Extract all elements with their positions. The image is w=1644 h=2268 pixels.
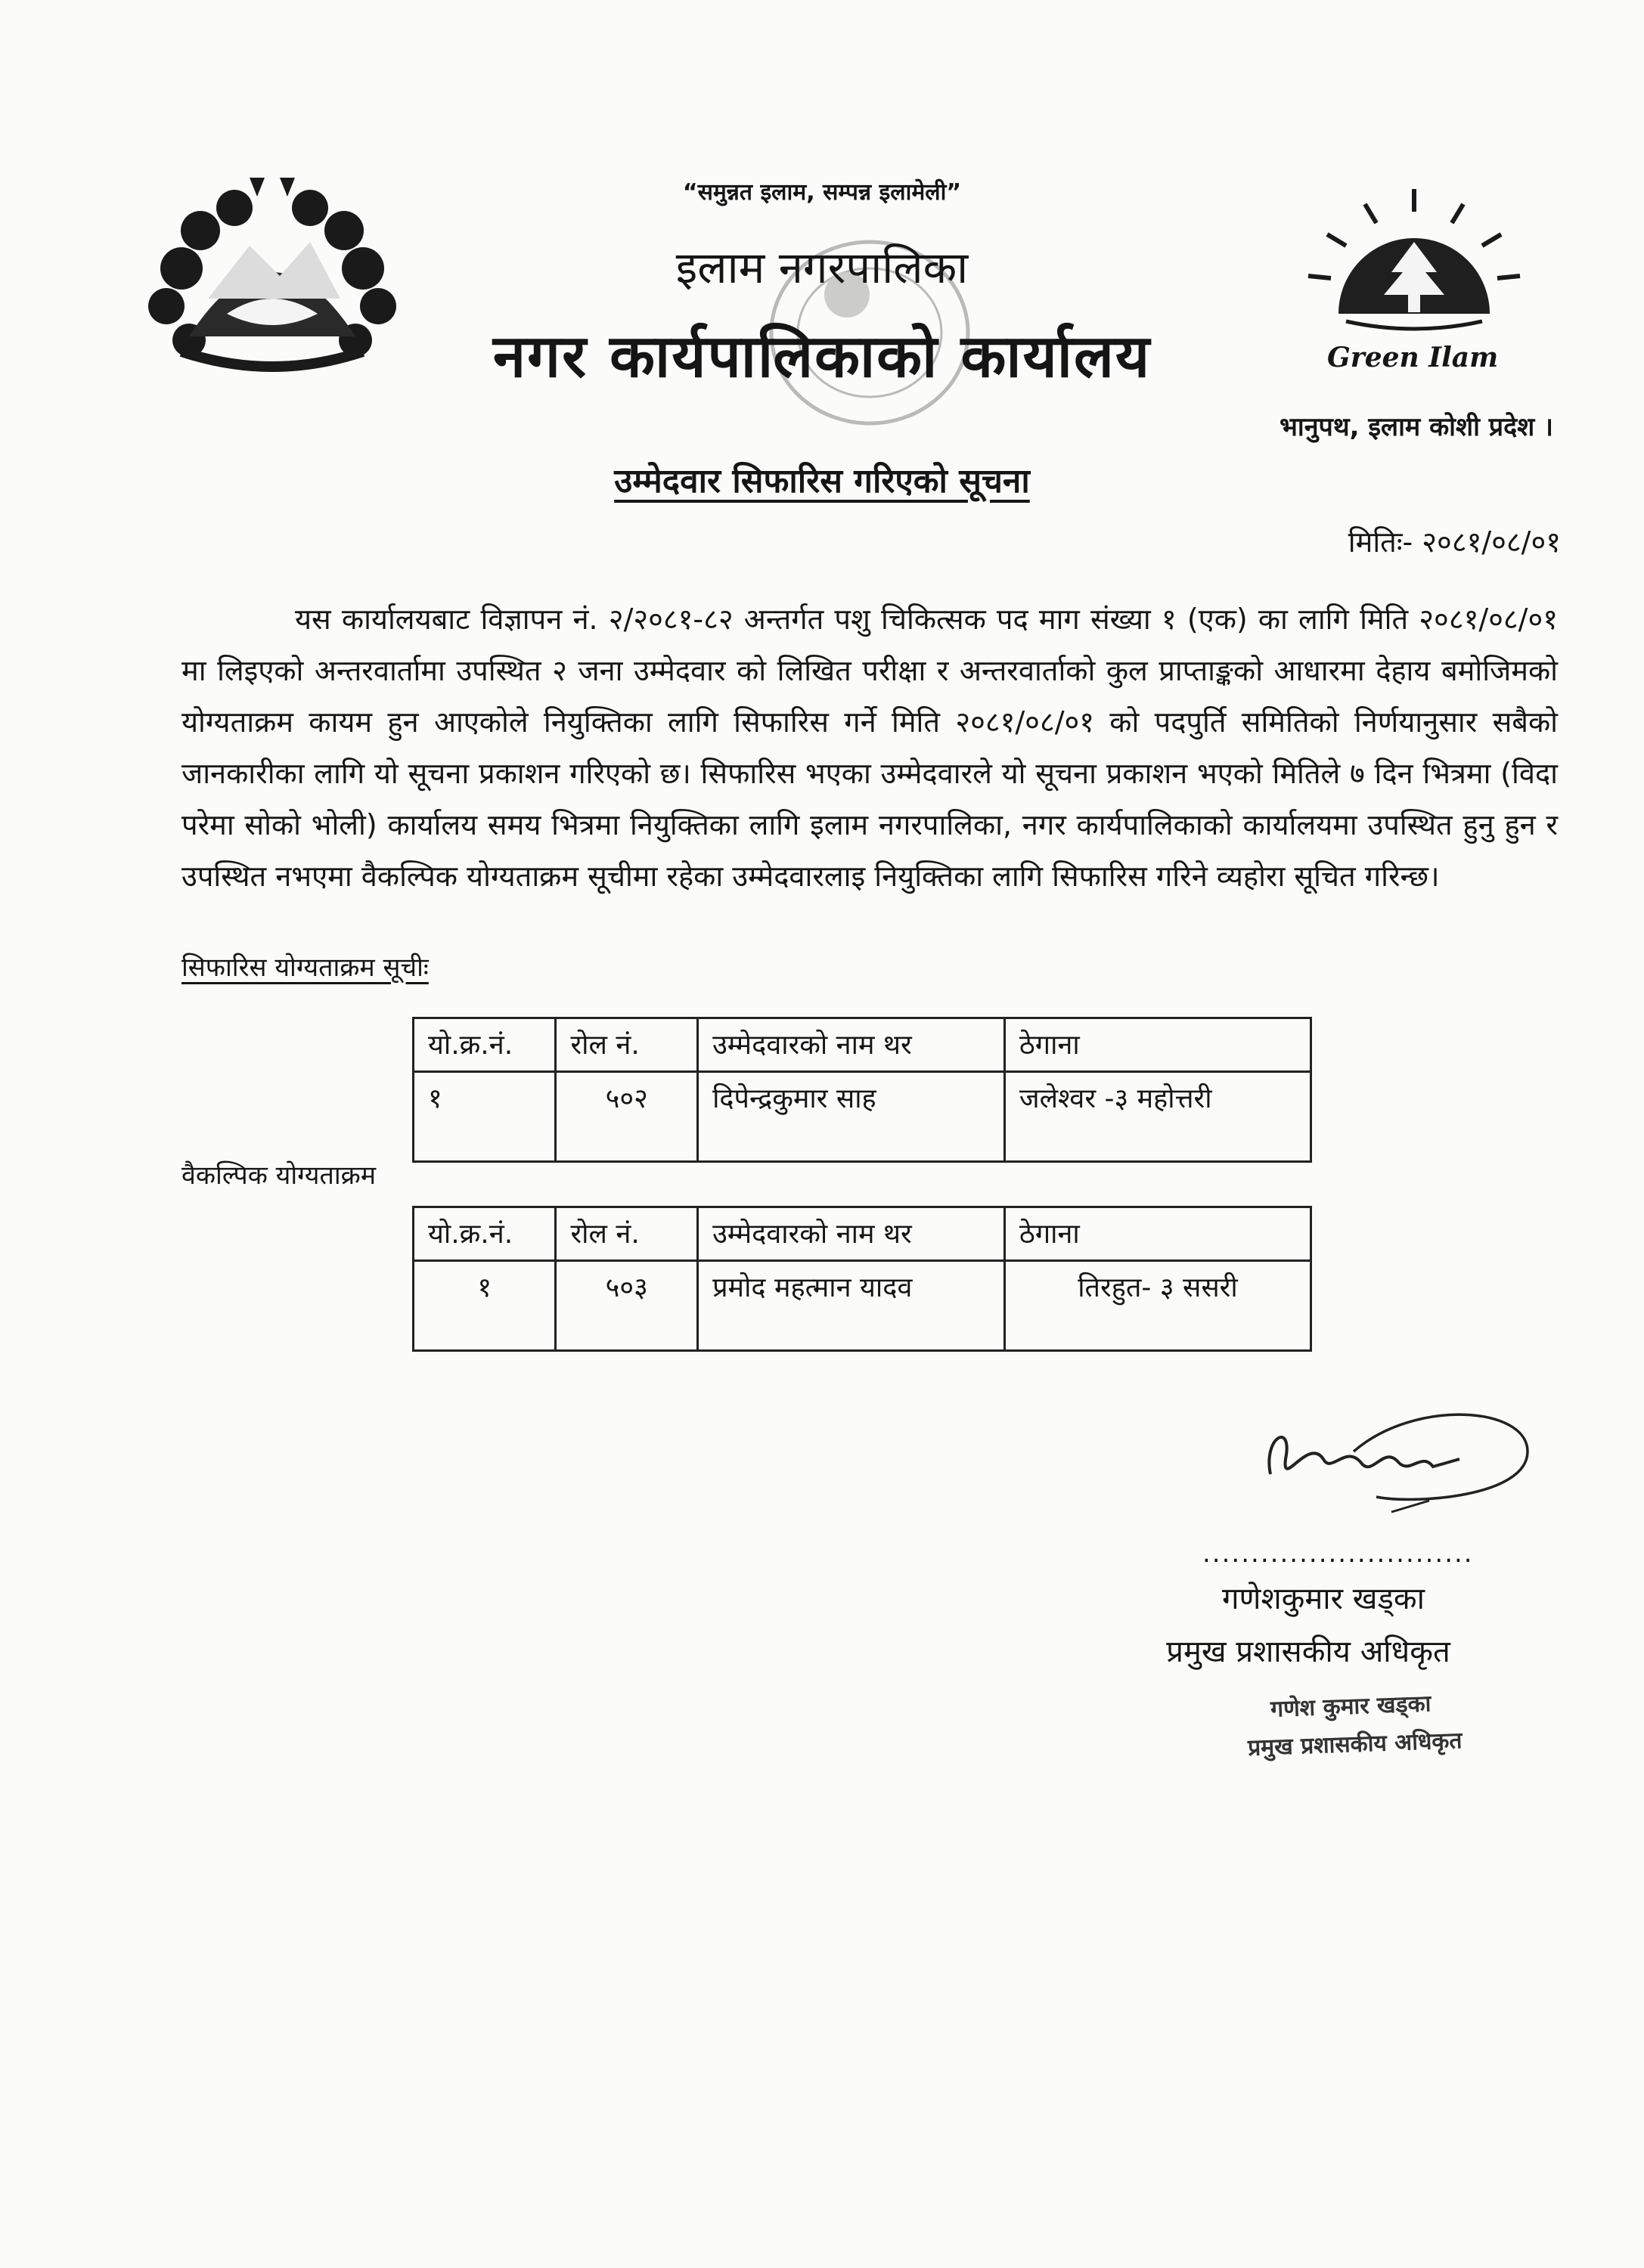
header-roll: रोल नं.: [556, 1018, 698, 1072]
handwritten-signature-icon: [1240, 1391, 1543, 1542]
signatory-title: प्रमुख प्रशासकीय अधिकृत: [1166, 1634, 1450, 1669]
cell-name: दिपेन्द्रकुमार साह: [698, 1072, 1005, 1162]
table-header-row: [414, 1207, 1311, 1261]
alternate-table: [412, 1206, 1312, 1352]
motto: “समुन्नत इलाम, सम्पन्न इलामेली”: [682, 179, 962, 206]
notice-date: मितिः- २०८१/०८/०१: [1348, 525, 1561, 559]
header-address: ठेगाना: [1004, 1018, 1311, 1072]
brand-label: Green Ilam: [1327, 342, 1499, 373]
cell-roll: ५०२: [556, 1072, 698, 1162]
table-row: [414, 1261, 1311, 1351]
cell-serial: १: [414, 1261, 556, 1351]
recommended-list-label: सिफारिस योग्यताक्रम सूचीः: [181, 953, 429, 983]
signatory-name: गणेशकुमार खड्का: [1222, 1582, 1425, 1616]
header-roll: रोल नं.: [556, 1207, 698, 1261]
cell-serial: १: [414, 1072, 556, 1162]
notice-title: उम्मेदवार सिफारिस गरिएको सूचना: [614, 462, 1030, 500]
header-name: उम्मेदवारको नाम थर: [698, 1207, 1005, 1261]
table-row: [414, 1072, 1311, 1162]
cell-address: जलेश्वर -३ महोत्तरी: [1004, 1072, 1311, 1162]
table-header-row: [414, 1018, 1311, 1072]
signature-line: ............................: [1202, 1538, 1474, 1569]
office-address: भानुपथ, इलाम कोशी प्रदेश ।: [1279, 412, 1553, 442]
recommended-table: [412, 1017, 1312, 1163]
cell-roll: ५०३: [556, 1261, 698, 1351]
header-address: ठेगाना: [1004, 1207, 1311, 1261]
cell-name: प्रमोद महत्मान यादव: [698, 1261, 1005, 1351]
alternate-list-label: वैकल्पिक योग्यताक्रम: [181, 1160, 377, 1191]
header-name: उम्मेदवारको नाम थर: [698, 1018, 1005, 1072]
cell-address: तिरहुत- ३ ससरी: [1004, 1261, 1311, 1351]
office-name: नगर कार्यपालिकाको कार्यालय: [492, 323, 1152, 391]
header-serial: यो.क्र.नं.: [414, 1018, 556, 1072]
org-name: इलाम नगरपालिका: [675, 242, 969, 293]
header-serial: यो.क्र.नं.: [414, 1207, 556, 1261]
stamp-title: प्रमुख प्रशासकीय अधिकृत: [1247, 1727, 1463, 1761]
stamp-name: गणेश कुमार खड्का: [1270, 1690, 1432, 1723]
notice-body: यस कार्यालयबाट विज्ञापन नं. २/२०८१-८२ अन्तर्गत पशु चिकित्सक पद माग संख्या १ (एक) का लागि मिति २०८१/०८/०१ मा लिइएको अन्तरवार्तामा उपस्थित २ जना उम्मेदवार को लिखित परीक्षा र अन्तरवार्ताको कुल प्राप्ताङ्कको आधारमा देहाय बमोजिमको योग्यताक्रम कायम हुन आएकोले नियुक्तिका लागि सिफारिस गर्ने मिति २०८१/०८/०१ को पदपुर्ति समितिको निर्णयानुसार सबैको जानकारीका लागि यो सूचना प्रकाशन गरिएको छ। सिफारिस भएका उम्मेदवारले यो सूचना प्रकाशन भएको मितिले ७ दिन भित्रमा (विदा परेमा सोको भोली) कार्यालय समय भित्रमा नियुक्तिका लागि इलाम नगरपालिका, नगर कार्यपालिकाको कार्यालयमा उपस्थित हुनु हुन र उपस्थित नभएमा वैकल्पिक योग्यताक्रम सूचीमा रहेका उम्मेदवारलाइ नियुक्तिका लागि सिफारिस गरिने व्यहोरा सूचित गरिन्छ।: [181, 603, 1558, 893]
